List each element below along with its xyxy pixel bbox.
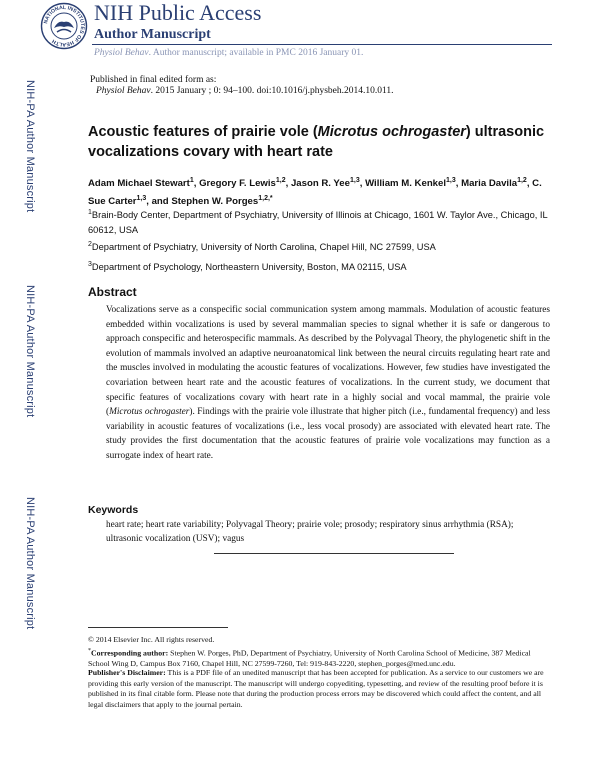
author-list: Adam Michael Stewart$^1$, Gregory F. Lewis$^{1,2}$, Jason R. Yee$^{1,3}$, William M. Kenkel$^{1,3}$, Maria Davila$^{1,2}$, C. Sue Carter$^{1,3}$, and Stephen W. Porges$^{1,2,*}$	[88, 177, 542, 208]
author-name: C. Sue Carter	[88, 178, 542, 208]
keywords-divider	[214, 553, 454, 554]
affiliation: $^2$Department of Psychiatry, University of North Carolina, Chapel Hill, NC 27599, USA	[88, 241, 436, 253]
author-manuscript-label: Author Manuscript	[94, 27, 211, 42]
author-name: Gregory F. Lewis	[199, 178, 276, 190]
keywords-text: heart rate; heart rate variability; Polyvagal Theory; prairie vole; prosody; respiratory sinus arrhythmia (RSA); ultrasonic vocalization (USV); vagus	[106, 520, 514, 544]
author-name: Adam Michael Stewart	[88, 178, 190, 190]
affiliation: $^1$Brain-Body Center, Department of Psychiatry, University of Illinois at Chicago, 1601 W. Taylor Ave., Chicago, IL 60612, USA	[88, 209, 548, 236]
svg-text:NATIONAL INSTITUTES OF HEALTH: NATIONAL INSTITUTES OF HEALTH	[43, 4, 86, 48]
author-name: William M. Kenkel	[365, 178, 447, 190]
author-name: Maria Davila	[461, 178, 518, 190]
author-name: Stephen W. Porges	[171, 196, 259, 208]
abstract-heading: Abstract	[88, 285, 137, 299]
affiliation: $^3$Department of Psychology, Northeastern University, Boston, MA 02115, USA	[88, 261, 407, 273]
sidebar-label: NIH-PA Author Manuscript	[24, 497, 36, 630]
publisher-disclaimer: Publisher's Disclaimer: This is a PDF file of an unedited manuscript that has been accepted for publication. As a service to our customers we are providing this early version of the manuscript. The manuscript will undergo copyediting, typesetting, and review of the resulting proof before it is published in its final citable form. Please note that during the production process errors may be discovered which could affect the content, and all legal disclaimers that apply to the journal pertain.	[88, 668, 544, 709]
footnote-divider	[88, 627, 228, 628]
nih-seal-logo	[40, 2, 88, 50]
citation: Physiol Behav. 2015 January ; 0: 94–100. doi:10.1016/j.physbeh.2014.10.011.	[96, 86, 394, 96]
corresponding-author-note: *Corresponding author: Stephen W. Porges, PhD, Department of Psychiatry, University of North Carolina School of Medicine, 387 Medical School Wing D, Campus Box 7160, Chapel Hill, NC 27599-7260, Tel: 919-843-2220, stephen_porges@med.unc.edu.	[88, 648, 531, 669]
author-name: Jason R. Yee	[290, 178, 350, 190]
availability-note: Physiol Behav. Author manuscript; available in PMC 2016 January 01.	[94, 48, 364, 58]
article-title: Acoustic features of prairie vole (Microtus ochrogaster) ultrasonic vocalizations covary with heart rate	[88, 124, 545, 160]
header-divider	[92, 44, 552, 45]
keywords-heading: Keywords	[88, 504, 139, 516]
sidebar-label: NIH-PA Author Manuscript	[24, 285, 36, 418]
copyright: © 2014 Elsevier Inc. All rights reserved.	[88, 635, 215, 644]
published-label: Published in final edited form as:	[90, 75, 217, 85]
sidebar	[16, 80, 36, 630]
abstract-text: Vocalizations serve as a conspecific social communication system among mammals. Modulation of acoustic features embedded within vocalizations is used by several mammalian species to signal whether it is safe or dangerous to approach conspecific and heterospecific mammals. As described by the Polyvagal Theory, the phylogenetic shift in the evolution of mammals involved an adaptive neuroanatomical link between the neural circuits regulating heart rate and the muscles involved in modulating the acoustic features of vocalizations. However, few studies have investigated the covariation between heart rate and the acoustic features of vocalizations. In the current study, we document that specific features of vocalizations covary with heart rate in a highly social and vocal mammal, the prairie vole (Microtus ochrogaster). Findings with the prairie vole illustrate that higher pitch (i.e., fundamental frequency) and less variability in acoustic features of vocalizations (i.e., less vocal prosody) are associated with elevated heart rate. The study provides the first documentation that the acoustic features of prairie vole vocalizations may function as a surrogate index of heart rate.	[106, 305, 550, 461]
sidebar-label: NIH-PA Author Manuscript	[24, 80, 36, 213]
nih-public-access-title: NIH Public Access	[94, 0, 262, 25]
